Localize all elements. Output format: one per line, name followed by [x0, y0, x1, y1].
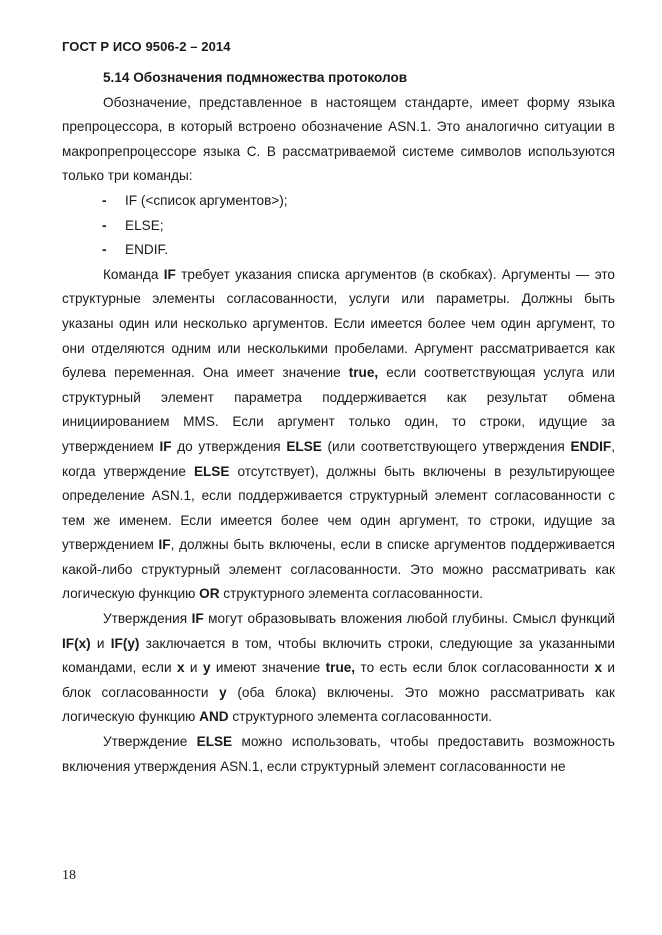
text: требует указания списка аргументов (в скобках). Аргументы — это структурные элементы согласованности, услуги или параметры. Должны быть указаны один или несколько аргументов. Если имеется более чем один аргумент, то они отделяются одним или несколькими пробелами. Аргумент рассматривается как булева переменная. Она имеет значение [62, 266, 615, 381]
keyword: true, [325, 660, 356, 676]
text: (или соответствующего утверждения [321, 438, 571, 454]
keyword: OR [199, 586, 220, 602]
keyword: IF(y) [110, 635, 140, 651]
list-item [62, 189, 615, 214]
section-title: 5.14 Обозначения подмножества протоколов [103, 70, 408, 85]
text: структурного элемента согласованности. [219, 586, 484, 602]
keyword: IF [163, 266, 176, 282]
text: заключается в том, чтобы включить строки, следующие за указанными командами, если [62, 635, 615, 676]
text: структурного элемента согласованности. [228, 709, 493, 725]
keyword: x [594, 660, 602, 676]
list-item-text: IF (<список аргументов>); [125, 192, 288, 208]
text: Команда [103, 266, 164, 282]
text: Утверждения [103, 611, 192, 627]
keyword: y [219, 684, 227, 700]
keyword: x [176, 660, 185, 676]
text: и [90, 635, 111, 651]
paragraph-else [62, 730, 615, 779]
list-item-text: ELSE; [125, 217, 164, 233]
text: , должны быть включены, если в списке аргументов поддерживается какой-либо структурный элемент согласованности. Это можно рассматривать как логическую функцию [62, 537, 615, 602]
document-header: ГОСТ Р ИСО 9506-2 – 2014 [62, 39, 231, 54]
text: и блок согласованности [62, 660, 615, 700]
keyword: true, [348, 365, 379, 381]
list-item [62, 214, 615, 239]
list-item [62, 238, 615, 263]
keyword: IF [159, 438, 172, 454]
list-item-text: ENDIF. [125, 242, 169, 258]
paragraph-if-command [62, 263, 615, 607]
bullet-dash: - [102, 217, 107, 233]
command-list [62, 189, 615, 263]
page-number: 18 [62, 868, 76, 883]
page-body [62, 66, 615, 779]
text: могут образовывать вложения любой глубины. Смысл функций [203, 611, 616, 627]
text: и [184, 660, 203, 676]
text: можно использовать, чтобы предоставить возможность включения утверждения ASN.1, если структурный элемент согласованности не [62, 734, 615, 774]
text: если соответствующая услуга или структурный элемент параметра поддерживается как результат обмена инициированием MMS. Если аргумент только один, то строки, идущие за утверждением [62, 365, 615, 454]
paragraph-nesting [62, 607, 615, 730]
text: то есть если блок согласованности [355, 660, 595, 676]
keyword: IF [158, 537, 171, 553]
text: имеют значение [210, 660, 326, 676]
paragraph-intro: Обозначение, представленное в настоящем стандарте, имеет форму языка препроцессора, в который встроено обозначение ASN.1. Это аналогично ситуации в макропрепроцессоре языка С. В рассматриваемой системе символов используются только три команды: [62, 94, 615, 184]
bullet-dash: - [102, 242, 107, 258]
text: отсутствует), должны быть включены в результирующее определение ASN.1, если поддерживается структурный элемент согласованности с тем же именем. Если имеется более чем один аргумент, то строки, идущие за утверждением [62, 463, 615, 553]
keyword: ELSE [196, 734, 233, 750]
text: , когда утверждение [62, 438, 615, 479]
text: до утверждения [171, 438, 287, 454]
text: (оба блока) включены. Это можно рассматривать как логическую функцию [62, 684, 615, 725]
bullet-dash: - [102, 192, 107, 208]
keyword: ELSE [286, 438, 322, 454]
keyword: y [202, 660, 211, 676]
keyword: IF(x) [62, 635, 91, 651]
keyword: IF [191, 611, 204, 627]
text: Утверждение [103, 734, 197, 750]
keyword: ELSE [193, 463, 230, 479]
keyword: AND [199, 709, 229, 725]
keyword: ENDIF [570, 438, 612, 454]
